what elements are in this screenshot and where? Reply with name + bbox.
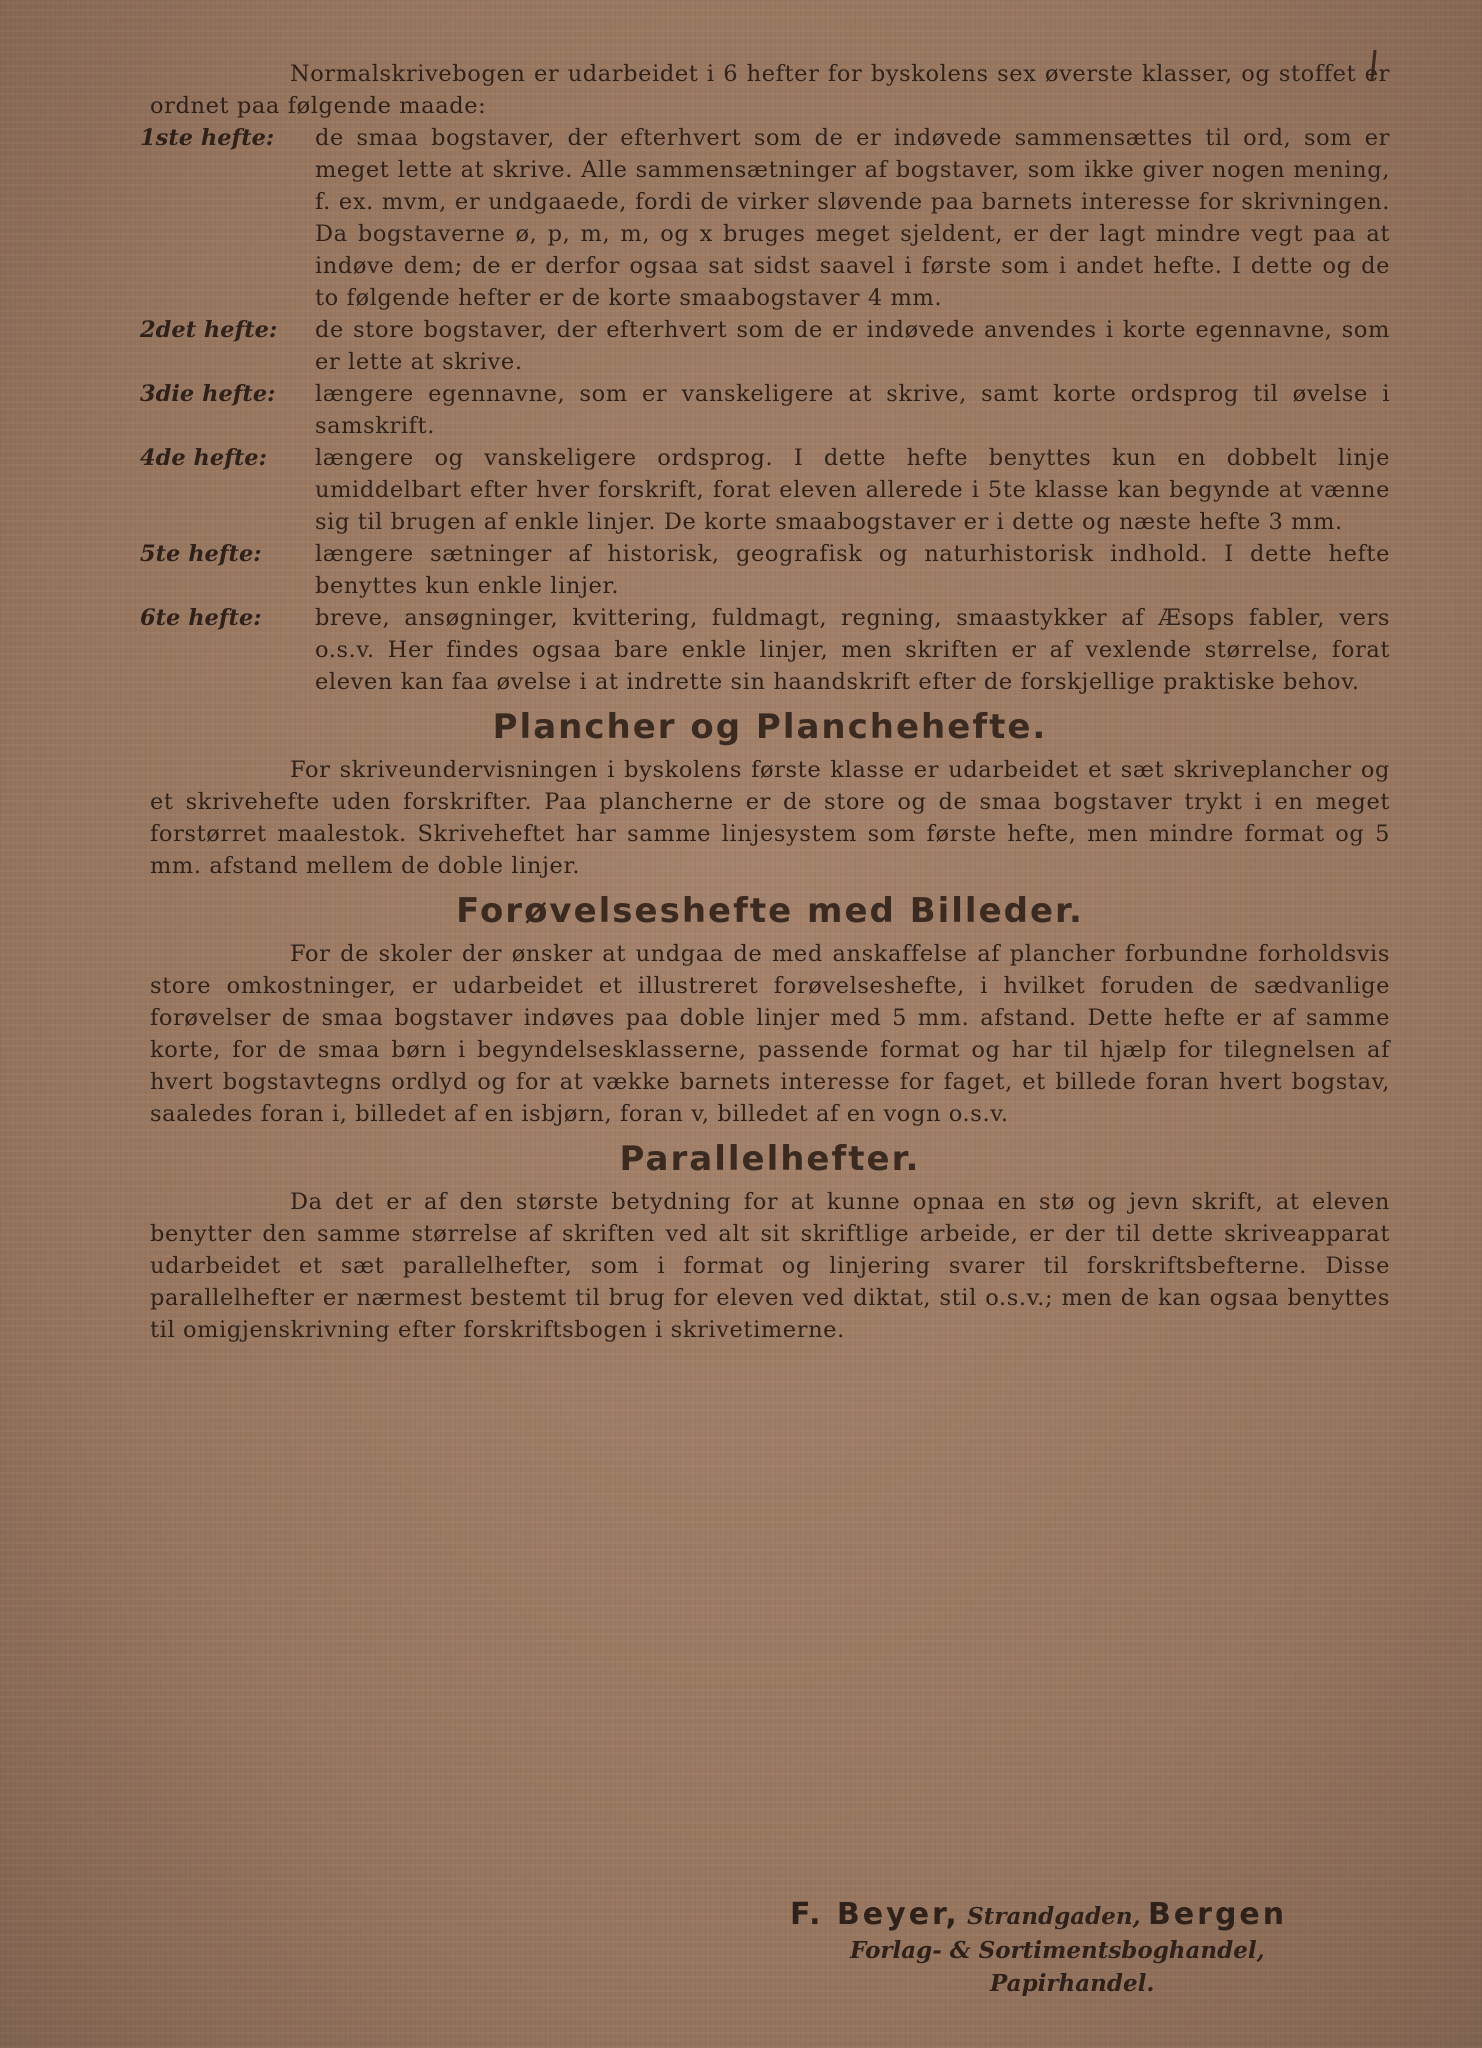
heading-parallelhefter: Parallelhefter. [619,1139,921,1179]
list-item-hefte-3 [140,378,1390,442]
list-item-hefte-5 [140,538,1390,602]
hefte-label: 6te hefte: [140,605,262,631]
body-text [140,58,1390,1346]
hefte-description: de store bogstaver, der efterhvert som de er indøvede anvendes i korte egennavne, som er lette at skrive. [315,317,1390,375]
intro-paragraph: Normalskrivebogen er udarbeidet i 6 hefter for byskolens sex øverste klasser, og stoffet er ordnet paa følgende maade: [150,61,1390,119]
list-item-hefte-2 [140,314,1390,378]
hefte-label: 5te hefte: [140,541,262,567]
publisher-line-2: Forlag- & Sortimentsboghandel, [850,1937,1265,1964]
hefte-description: længere egennavne, som er vanskeligere at skrive, samt korte ordsprog til øvelse i samskrift. [315,381,1390,439]
hefte-label: 3die hefte: [140,381,276,407]
forovelseshefte-paragraph: For de skoler der ønsker at undgaa de med anskaffelse af plancher forbundne forholdsvis store omkostninger, er udarbeidet et illustreret forøvelseshefte, i hvilket foruden de sædvanlige forøvelser de smaa bogstaver indøves paa doble linjer med 5 mm. afstand. Dette hefte er af samme korte, for de smaa børn i begyndelsesklasserne, passende format og har til hjælp for tilegnelsen af hvert bogstavtegns ordlyd og for at vække barnets interesse for faget, et billede foran hvert bogstav, saaledes foran i, billedet af en isbjørn, foran v, billedet af en vogn o.s.v. [150,941,1390,1127]
hefte-description: de smaa bogstaver, der efterhvert som de er indøvede sammensættes til ord, som er meget lette at skrive. Alle sammensætninger af bogstaver, som ikke giver nogen mening, f. ex. mvm, er undgaaede, fordi de virker sløvende paa barnets interesse for skrivningen. Da bogstaverne ø, p, m, m, og x bruges meget sjeldent, er der lagt mindre vegt paa at indøve dem; de er derfor ogsaa sat sidst saavel i første som i andet hefte. I dette og de to følgende hefter er de korte smaabogstaver 4 mm. [315,125,1390,311]
publisher-name: F. Beyer, [790,1897,960,1932]
parallelhefter-paragraph: Da det er af den største betydning for at kunne opnaa en stø og jevn skrift, at eleven benytter den samme størrelse af skriften ved alt sit skriftlige arbeide, er der til dette skriveapparat udarbeidet et sæt parallelhefter, som i format og linjering svarer til forskriftsbefterne. Disse parallelhefter er nærmest bestemt til brug for eleven ved diktat, stil o.s.v.; men de kan ogsaa benyttes til omigjenskrivning efter forskriftsbogen i skrivetimerne. [150,1189,1390,1343]
plancher-paragraph: For skriveundervisningen i byskolens første klasse er udarbeidet et sæt skriveplancher og et skrivehefte uden forskrifter. Paa plancherne er de store og de smaa bogstaver trykt i en meget forstørret maalestok. Skriveheftet har samme linjesystem som første hefte, men mindre format og 5 mm. afstand mellem de doble linjer. [150,757,1390,879]
publisher-signature [790,1898,1390,2000]
hefte-label: 2det hefte: [140,317,278,343]
heading-plancher: Plancher og Planchehefte. [492,707,1048,747]
hefte-label: 1ste hefte: [140,125,275,151]
list-item-hefte-1 [140,122,1390,314]
hefte-description: længere og vanskeligere ordsprog. I dette hefte benyttes kun en dobbelt linje umiddelbart efter hver forskrift, forat eleven allerede i 5te klasse kan begynde at vænne sig til brugen af enkle linjer. De korte smaabogstaver er i dette og næste hefte 3 mm. [315,445,1390,535]
hefte-description: længere sætninger af historisk, geografisk og naturhistorisk indhold. I dette hefte benyttes kun enkle linjer. [315,541,1390,599]
heading-forovelseshefte: Forøvelseshefte med Billeder. [456,891,1084,931]
publisher-line-3: Papirhandel. [990,1970,1155,1997]
hefte-description: breve, ansøgninger, kvittering, fuldmagt, regning, smaastykker af Æsops fabler, vers o.s.v. Her findes ogsaa bare enkle linjer, men skriften er af vexlende størrelse, forat eleven kan faa øvelse i at indrette sin haandskrift efter de forskjellige praktiske behov. [315,605,1390,695]
hefter-list [140,122,1390,698]
publisher-line-1 [790,1898,1390,1934]
hefte-label: 4de hefte: [140,445,267,471]
publisher-street: Strandgaden, [967,1903,1141,1930]
list-item-hefte-4 [140,442,1390,538]
list-item-hefte-6 [140,602,1390,698]
publisher-city: Bergen [1147,1897,1288,1932]
